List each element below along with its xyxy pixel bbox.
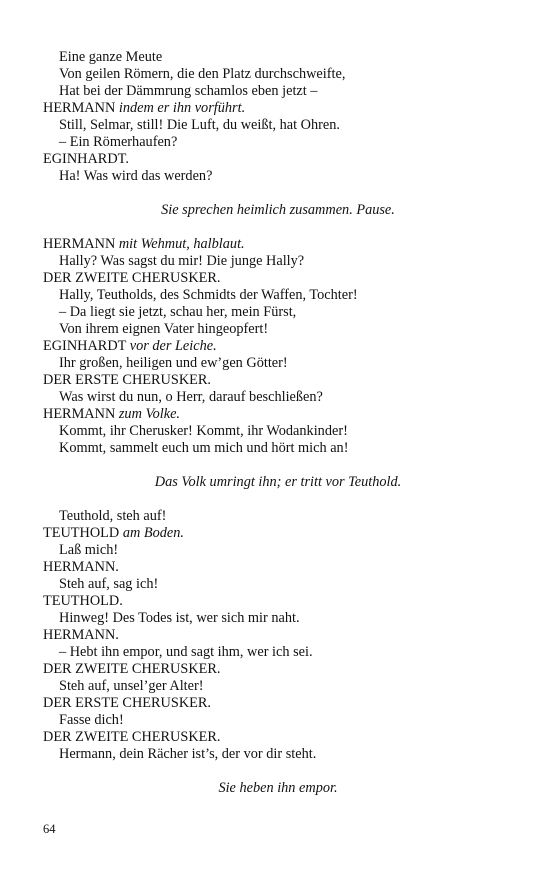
speaker-name: DER ERSTE CHERUSKER. [43, 695, 212, 711]
speaker-line [43, 695, 513, 712]
speaker-line [43, 525, 513, 542]
speaker-line [43, 270, 513, 287]
speaker-name: HERMANN. [43, 627, 119, 643]
verse-line: Kommt, sammelt euch um mich und hört mich an! [59, 440, 349, 456]
speaker-name: HERMANN. [43, 559, 119, 575]
verse-line: – Ein Römerhaufen? [59, 134, 178, 150]
stage-direction: mit Wehmut, halblaut. [118, 236, 245, 252]
speaker-name: DER ZWEITE CHERUSKER. [43, 729, 221, 745]
verse-line: – Hebt ihn empor, und sagt ihm, wer ich sei. [59, 644, 313, 660]
speaker-line [43, 100, 513, 117]
verse-line: Laß mich! [59, 542, 119, 558]
speaker-line [43, 661, 513, 678]
verse-line: Still, Selmar, still! Die Luft, du weißt, hat Ohren. [59, 117, 340, 133]
verse-line: Hally, Teutholds, des Schmidts der Waffen, Tochter! [59, 287, 358, 303]
speaker-line [43, 372, 513, 389]
speaker-name: HERMANN [43, 100, 116, 116]
verse-line: Eine ganze Meute [59, 49, 163, 65]
speaker-line [43, 593, 513, 610]
stage-direction-block: Sie heben ihn empor. [218, 780, 338, 796]
verse-line: Von ihrem eignen Vater hingeopfert! [59, 321, 269, 337]
speaker-line [43, 559, 513, 576]
speaker-line [43, 627, 513, 644]
play-text [43, 49, 513, 814]
page-number: 64 [43, 822, 56, 836]
speaker-name: DER ZWEITE CHERUSKER. [43, 661, 221, 677]
verse-line: Steh auf, sag ich! [59, 576, 159, 592]
verse-line: Hally? Was sagst du mir! Die junge Hally? [59, 253, 305, 269]
verse-line: Ha! Was wird das werden? [59, 168, 213, 184]
verse-line: Hermann, dein Rächer ist’s, der vor dir steht. [59, 746, 317, 762]
stage-direction: vor der Leiche. [129, 338, 217, 354]
stage-direction: am Boden. [122, 525, 184, 541]
stage-direction-block: Sie sprechen heimlich zusammen. Pause. [161, 202, 395, 218]
speaker-name: DER ERSTE CHERUSKER. [43, 372, 212, 388]
verse-line: Hat bei der Dämmrung schamlos eben jetzt – [59, 83, 318, 99]
speaker-line [43, 236, 513, 253]
verse-line: Ihr großen, heiligen und ew’gen Götter! [59, 355, 288, 371]
verse-line: Was wirst du nun, o Herr, darauf beschließen? [59, 389, 323, 405]
speaker-name: TEUTHOLD [43, 525, 120, 541]
stage-direction: zum Volke. [118, 406, 181, 422]
verse-line: Von geilen Römern, die den Platz durchschweifte, [59, 66, 346, 82]
speaker-line [43, 338, 513, 355]
speaker-line [43, 729, 513, 746]
verse-line: Hinweg! Des Todes ist, wer sich mir naht. [59, 610, 300, 626]
speaker-line [43, 406, 513, 423]
speaker-name: HERMANN [43, 406, 116, 422]
speaker-line [43, 151, 513, 168]
verse-line: Steh auf, unsel’ger Alter! [59, 678, 204, 694]
stage-direction-block: Das Volk umringt ihn; er tritt vor Teuthold. [154, 474, 402, 490]
verse-line: – Da liegt sie jetzt, schau her, mein Fürst, [59, 304, 297, 320]
speaker-name: TEUTHOLD. [43, 593, 123, 609]
verse-line: Fasse dich! [59, 712, 124, 728]
verse-line: Kommt, ihr Cherusker! Kommt, ihr Wodankinder! [59, 423, 348, 439]
speaker-name: HERMANN [43, 236, 116, 252]
speaker-name: DER ZWEITE CHERUSKER. [43, 270, 221, 286]
stage-direction: indem er ihn vorführt. [118, 100, 246, 116]
speaker-name: EGINHARDT. [43, 151, 129, 167]
verse-line: Teuthold, steh auf! [59, 508, 167, 524]
speaker-name: EGINHARDT [43, 338, 127, 354]
